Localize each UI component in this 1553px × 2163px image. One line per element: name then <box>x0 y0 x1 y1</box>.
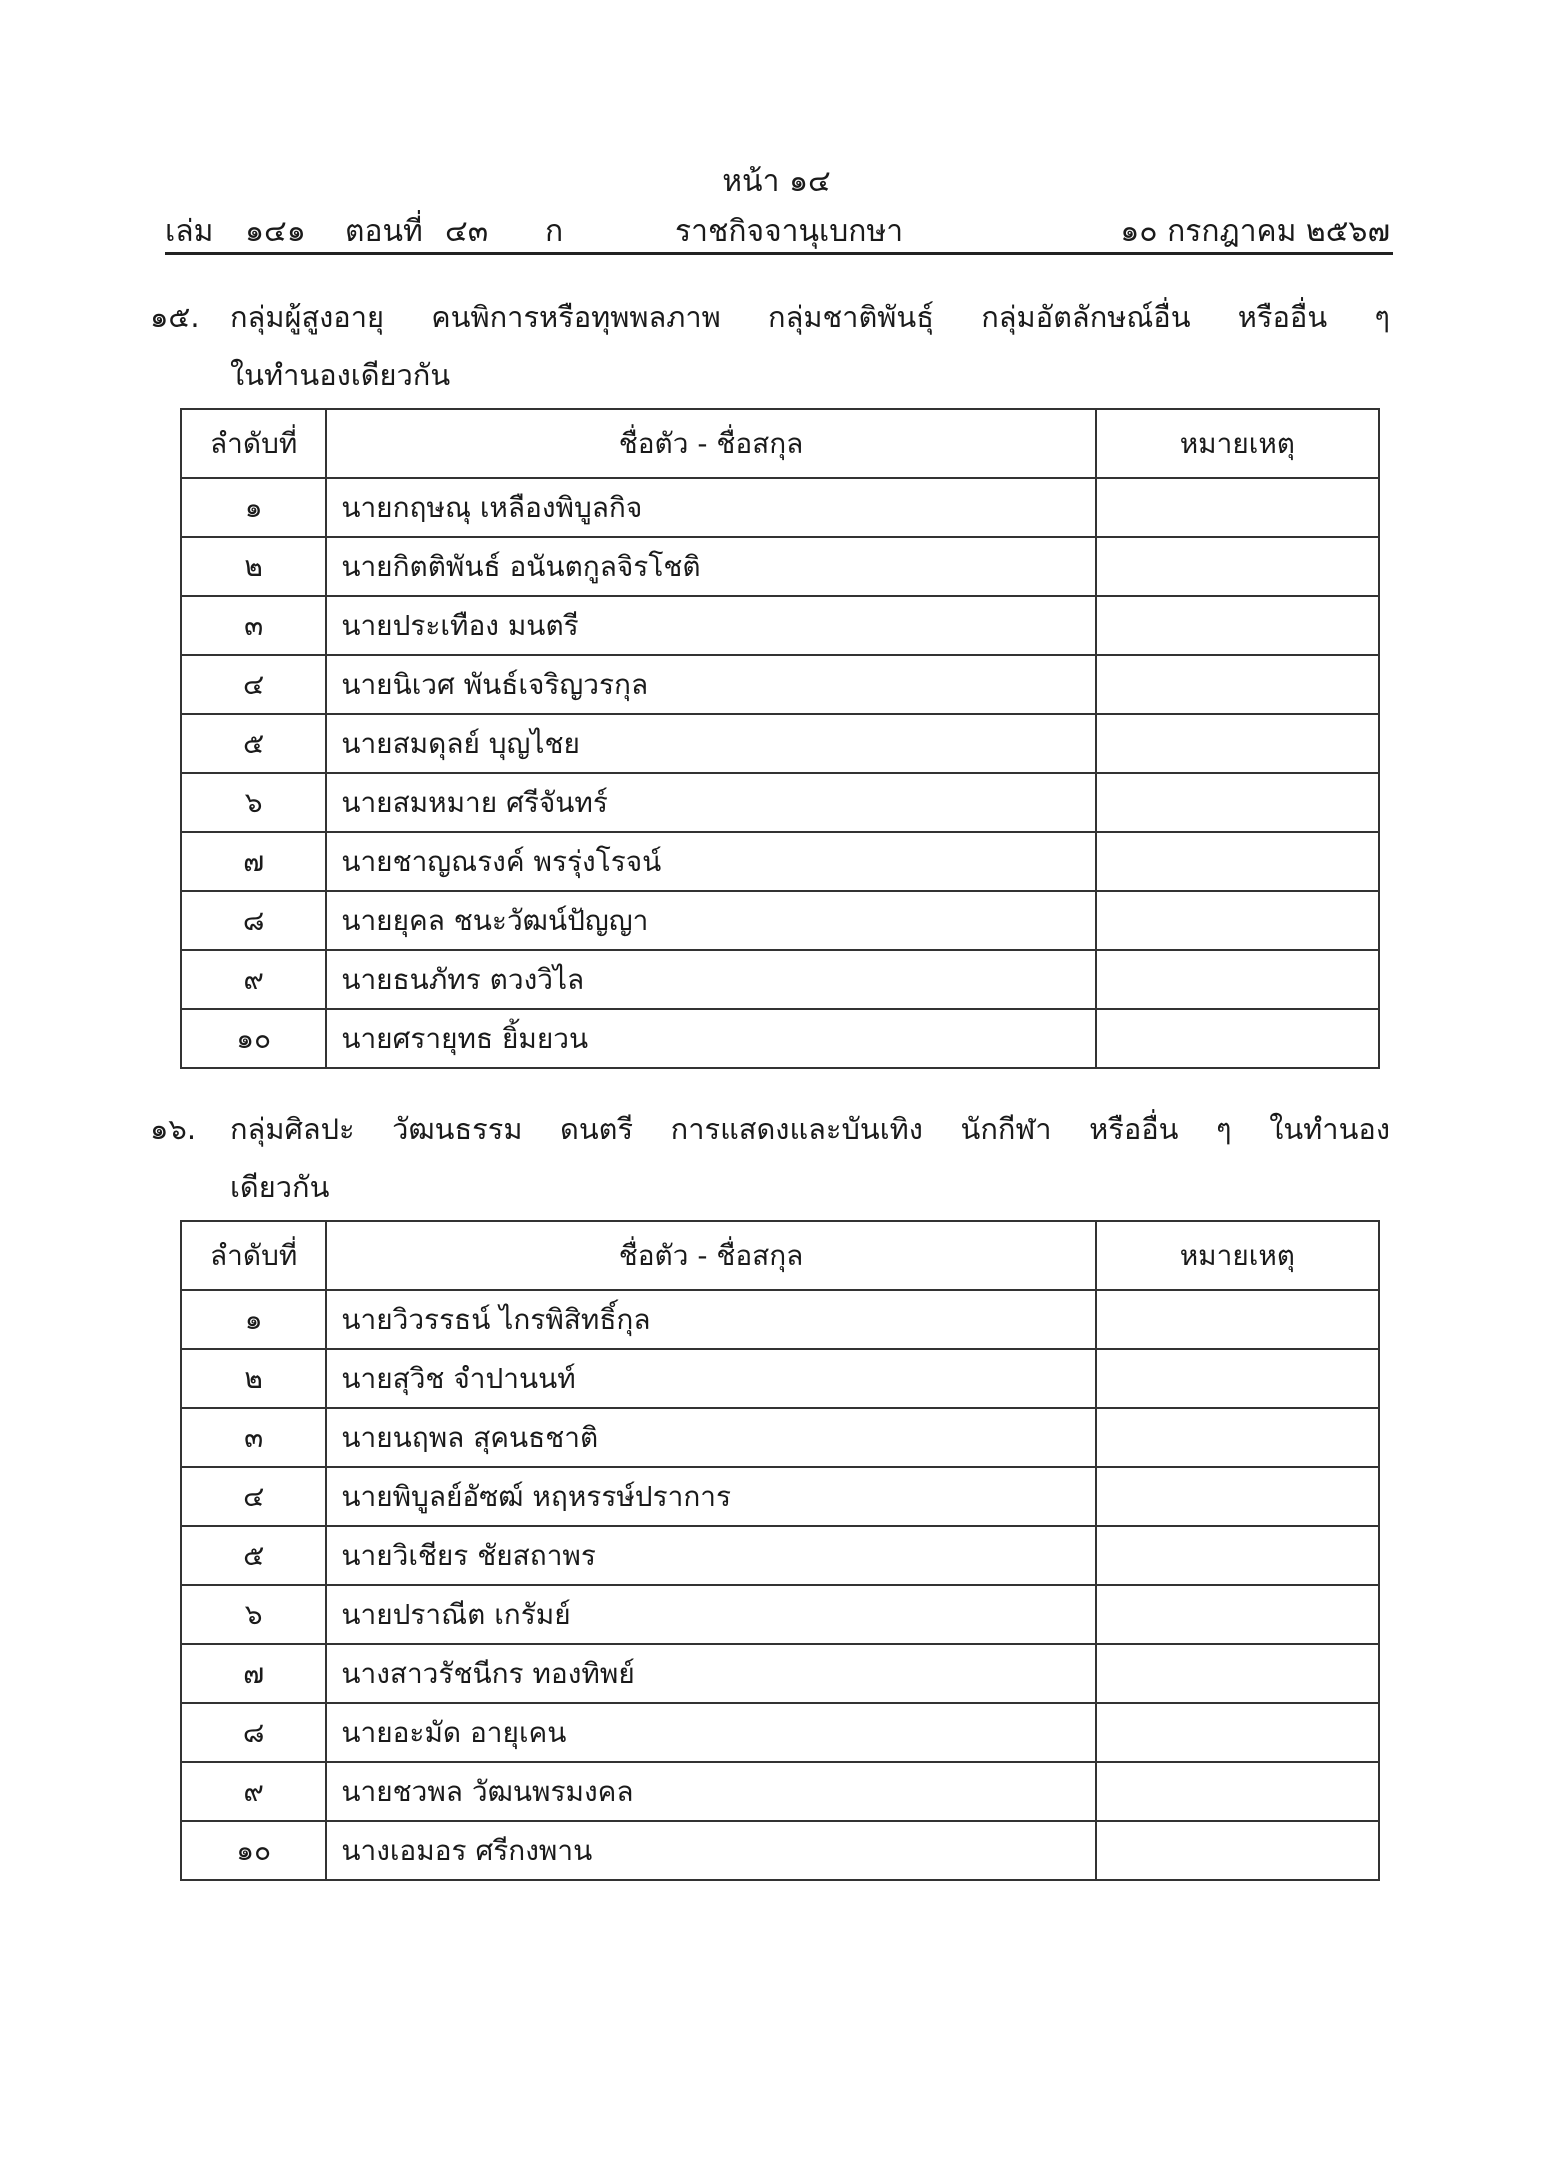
section-number: ๑๕. <box>150 300 200 334</box>
row-name-cell: นายนิเวศ พันธ์เจริญวรกุล <box>326 655 1095 714</box>
table-row <box>181 655 1379 714</box>
row-remark-cell <box>1096 655 1379 714</box>
volume-number: ๑๔๑ <box>245 214 306 249</box>
row-remark-cell <box>1096 1349 1379 1408</box>
row-remark-cell <box>1096 832 1379 891</box>
row-remark-cell <box>1096 478 1379 537</box>
row-remark-cell <box>1096 950 1379 1009</box>
row-order-cell: ๑๐ <box>181 1009 326 1068</box>
row-order-cell: ๑ <box>181 1290 326 1349</box>
row-name-cell: นายศรายุทธ ยิ้มยวน <box>326 1009 1095 1068</box>
row-remark-cell <box>1096 714 1379 773</box>
section-heading-line2: เดียวกัน <box>230 1170 330 1204</box>
section-heading-line1: กลุ่มศิลปะ วัฒนธรรม ดนตรี การแสดงและบันเทิง นักกีฬา หรืออื่น ๆ ในทำนอง <box>230 1112 1390 1146</box>
section-16-heading <box>150 1100 1390 1216</box>
table-row <box>181 832 1379 891</box>
row-order-cell: ๖ <box>181 1585 326 1644</box>
row-order-cell: ๕ <box>181 714 326 773</box>
part-label: ตอนที่ <box>345 214 423 249</box>
table-row <box>181 1644 1379 1703</box>
row-name-cell: นายอะมัด อายุเคน <box>326 1703 1095 1762</box>
row-order-cell: ๗ <box>181 832 326 891</box>
row-order-cell: ๔ <box>181 1467 326 1526</box>
row-remark-cell <box>1096 891 1379 950</box>
table-row <box>181 1009 1379 1068</box>
table-row <box>181 478 1379 537</box>
row-remark-cell <box>1096 773 1379 832</box>
page-number: หน้า ๑๔ <box>722 164 831 199</box>
row-name-cell: นายชาญณรงค์ พรรุ่งโรจน์ <box>326 832 1095 891</box>
table-row <box>181 1290 1379 1349</box>
table-row <box>181 773 1379 832</box>
column-header-order: ลำดับที่ <box>181 409 326 478</box>
row-order-cell: ๑๐ <box>181 1821 326 1880</box>
row-order-cell: ๔ <box>181 655 326 714</box>
row-remark-cell <box>1096 1009 1379 1068</box>
row-name-cell: นายธนภัทร ตวงวิไล <box>326 950 1095 1009</box>
column-header-name: ชื่อตัว - ชื่อสกุล <box>326 1221 1095 1290</box>
row-order-cell: ๙ <box>181 950 326 1009</box>
row-order-cell: ๑ <box>181 478 326 537</box>
row-order-cell: ๖ <box>181 773 326 832</box>
row-remark-cell <box>1096 1703 1379 1762</box>
table-row <box>181 596 1379 655</box>
volume-label: เล่ม <box>165 214 214 249</box>
table-row <box>181 537 1379 596</box>
section-15-table <box>180 408 1380 1069</box>
section-number: ๑๖. <box>150 1112 197 1146</box>
row-order-cell: ๒ <box>181 537 326 596</box>
section-heading-line2: ในทำนองเดียวกัน <box>230 358 451 392</box>
column-header-name: ชื่อตัว - ชื่อสกุล <box>326 409 1095 478</box>
row-name-cell: นายปราณีต เกรัมย์ <box>326 1585 1095 1644</box>
row-name-cell: นายสมดุลย์ บุญไชย <box>326 714 1095 773</box>
row-order-cell: ๘ <box>181 891 326 950</box>
publication-date: ๑๐ กรกฎาคม ๒๕๖๗ <box>1120 214 1390 249</box>
row-remark-cell <box>1096 1467 1379 1526</box>
row-remark-cell <box>1096 1585 1379 1644</box>
section-15-heading <box>150 288 1390 404</box>
row-name-cell: นายกิตติพันธ์ อนันตกูลจิรโชติ <box>326 537 1095 596</box>
row-name-cell: นางสาวรัชนีกร ทองทิพย์ <box>326 1644 1095 1703</box>
table-row <box>181 950 1379 1009</box>
row-name-cell: นายวิวรรธน์ ไกรพิสิทธิ์กุล <box>326 1290 1095 1349</box>
row-remark-cell <box>1096 1644 1379 1703</box>
part-letter: ก <box>545 214 564 249</box>
row-order-cell: ๓ <box>181 596 326 655</box>
row-name-cell: นายยุคล ชนะวัฒน์ปัญญา <box>326 891 1095 950</box>
table-row <box>181 1703 1379 1762</box>
table-row <box>181 1821 1379 1880</box>
table-row <box>181 1762 1379 1821</box>
section-heading-line1: กลุ่มผู้สูงอายุ คนพิการหรือทุพพลภาพ กลุ่มชาติพันธุ์ กลุ่มอัตลักษณ์อื่น หรืออื่น ๆ <box>230 300 1390 334</box>
row-name-cell: นายกฤษณุ เหลืองพิบูลกิจ <box>326 478 1095 537</box>
row-name-cell: นางเอมอร ศรีกงพาน <box>326 1821 1095 1880</box>
row-remark-cell <box>1096 1408 1379 1467</box>
publication-name: ราชกิจจานุเบกษา <box>675 214 904 249</box>
table-row <box>181 891 1379 950</box>
row-order-cell: ๙ <box>181 1762 326 1821</box>
table-row <box>181 714 1379 773</box>
column-header-remark: หมายเหตุ <box>1096 409 1379 478</box>
row-order-cell: ๒ <box>181 1349 326 1408</box>
part-number: ๔๓ <box>445 214 489 249</box>
row-remark-cell <box>1096 1290 1379 1349</box>
column-header-remark: หมายเหตุ <box>1096 1221 1379 1290</box>
row-name-cell: นายนฤพล สุคนธชาติ <box>326 1408 1095 1467</box>
table-header-row <box>181 409 1379 478</box>
table-row <box>181 1467 1379 1526</box>
row-name-cell: นายวิเชียร ชัยสถาพร <box>326 1526 1095 1585</box>
column-header-order: ลำดับที่ <box>181 1221 326 1290</box>
row-order-cell: ๓ <box>181 1408 326 1467</box>
table-row <box>181 1585 1379 1644</box>
row-remark-cell <box>1096 1762 1379 1821</box>
row-name-cell: นายสมหมาย ศรีจันทร์ <box>326 773 1095 832</box>
table-row <box>181 1526 1379 1585</box>
row-name-cell: นายประเทือง มนตรี <box>326 596 1095 655</box>
section-16-table <box>180 1220 1380 1881</box>
row-remark-cell <box>1096 537 1379 596</box>
row-remark-cell <box>1096 1821 1379 1880</box>
row-name-cell: นายพิบูลย์อัซฒ์ หฤหรรษ์ปราการ <box>326 1467 1095 1526</box>
row-order-cell: ๕ <box>181 1526 326 1585</box>
gazette-header <box>165 200 1390 252</box>
table-header-row <box>181 1221 1379 1290</box>
row-order-cell: ๘ <box>181 1703 326 1762</box>
header-rule <box>165 252 1393 255</box>
table-row <box>181 1408 1379 1467</box>
row-remark-cell <box>1096 596 1379 655</box>
row-name-cell: นายชวพล วัฒนพรมงคล <box>326 1762 1095 1821</box>
row-order-cell: ๗ <box>181 1644 326 1703</box>
row-name-cell: นายสุวิช จำปานนท์ <box>326 1349 1095 1408</box>
table-row <box>181 1349 1379 1408</box>
row-remark-cell <box>1096 1526 1379 1585</box>
